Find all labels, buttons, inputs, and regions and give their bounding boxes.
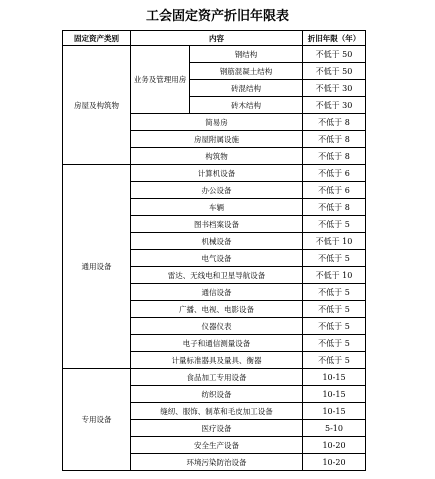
content-cell: 简易房 xyxy=(131,114,303,131)
years-cell: 不低于 5 xyxy=(303,318,366,335)
subgroup-label: 业务及管理用房 xyxy=(131,46,190,114)
content-cell: 雷达、无线电和卫星导航设备 xyxy=(131,267,303,284)
category-general: 通用设备 xyxy=(63,165,131,369)
years-cell: 不低于 8 xyxy=(303,199,366,216)
years-cell: 不低于 30 xyxy=(303,97,366,114)
content-cell: 构筑物 xyxy=(131,148,303,165)
content-cell: 通信设备 xyxy=(131,284,303,301)
content-cell: 砖混结构 xyxy=(190,80,303,97)
years-cell: 不低于 5 xyxy=(303,284,366,301)
table-header-row xyxy=(63,31,366,46)
page-title: 工会固定资产折旧年限表 xyxy=(145,9,289,24)
years-cell: 不低于 8 xyxy=(303,114,366,131)
years-cell: 10-15 xyxy=(303,386,366,403)
content-cell: 缝纫、服饰、制革和毛皮加工设备 xyxy=(131,403,303,420)
years-cell: 10-15 xyxy=(303,369,366,386)
header-category: 固定资产类别 xyxy=(63,31,131,46)
years-cell: 不低于 30 xyxy=(303,80,366,97)
years-cell: 不低于 50 xyxy=(303,63,366,80)
content-cell: 食品加工专用设备 xyxy=(131,369,303,386)
years-cell: 不低于 5 xyxy=(303,250,366,267)
years-cell: 不低于 5 xyxy=(303,352,366,369)
content-cell: 钢筋混凝土结构 xyxy=(190,63,303,80)
content-cell: 电子和通信测量设备 xyxy=(131,335,303,352)
content-cell: 纺织设备 xyxy=(131,386,303,403)
content-cell: 计量标准器具及量具、衡器 xyxy=(131,352,303,369)
content-cell: 房屋附属设施 xyxy=(131,131,303,148)
years-cell: 10-20 xyxy=(303,454,366,471)
content-cell: 电气设备 xyxy=(131,250,303,267)
table-row xyxy=(63,369,366,386)
years-cell: 不低于 10 xyxy=(303,267,366,284)
years-cell: 不低于 5 xyxy=(303,335,366,352)
content-cell: 钢结构 xyxy=(190,46,303,63)
table-row xyxy=(63,165,366,182)
years-cell: 5-10 xyxy=(303,420,366,437)
content-cell: 计算机设备 xyxy=(131,165,303,182)
content-cell: 广播、电视、电影设备 xyxy=(131,301,303,318)
years-cell: 不低于 8 xyxy=(303,148,366,165)
content-cell: 机械设备 xyxy=(131,233,303,250)
content-cell: 安全生产设备 xyxy=(131,437,303,454)
content-cell: 车辆 xyxy=(131,199,303,216)
header-years: 折旧年限（年） xyxy=(303,31,366,46)
table-row xyxy=(63,46,366,63)
content-cell: 仪器仪表 xyxy=(131,318,303,335)
years-cell: 不低于 6 xyxy=(303,182,366,199)
content-cell: 图书档案设备 xyxy=(131,216,303,233)
years-cell: 10-20 xyxy=(303,437,366,454)
header-content: 内容 xyxy=(131,31,303,46)
years-cell: 不低于 5 xyxy=(303,216,366,233)
depreciation-table xyxy=(62,30,366,471)
years-cell: 不低于 8 xyxy=(303,131,366,148)
years-cell: 10-15 xyxy=(303,403,366,420)
category-buildings: 房屋及构筑物 xyxy=(63,46,131,165)
years-cell: 不低于 10 xyxy=(303,233,366,250)
category-special: 专用设备 xyxy=(63,369,131,471)
content-cell: 办公设备 xyxy=(131,182,303,199)
years-cell: 不低于 50 xyxy=(303,46,366,63)
content-cell: 砖木结构 xyxy=(190,97,303,114)
years-cell: 不低于 5 xyxy=(303,301,366,318)
years-cell: 不低于 6 xyxy=(303,165,366,182)
content-cell: 医疗设备 xyxy=(131,420,303,437)
content-cell: 环境污染防治设备 xyxy=(131,454,303,471)
